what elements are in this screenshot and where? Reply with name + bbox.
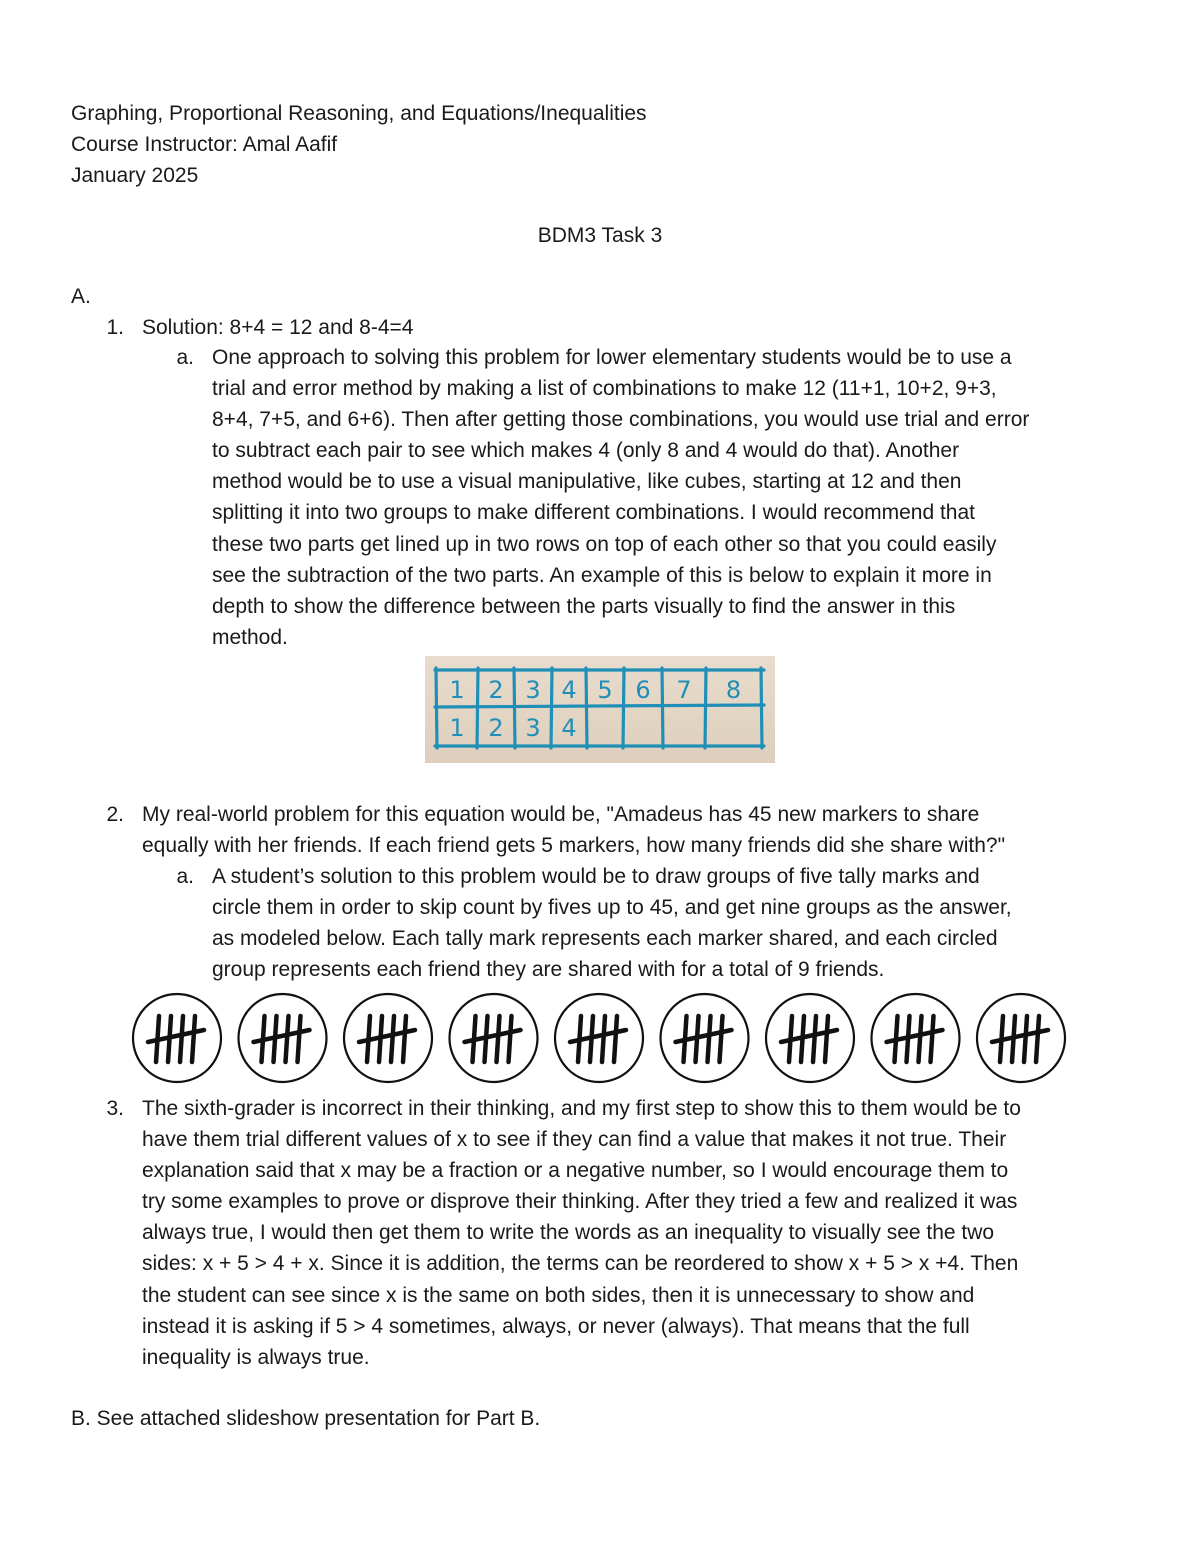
grid-top-cell: 7 [676, 676, 692, 704]
grid-top-cell: 1 [449, 676, 465, 704]
tally-illustration [130, 990, 1072, 1086]
number-grid-photo [425, 656, 775, 763]
tally-mark [720, 1016, 723, 1062]
tally-mark [509, 1016, 512, 1062]
grid-bottom-cell: 2 [488, 714, 504, 742]
tally-mark [391, 1016, 394, 1062]
tally-group [133, 994, 221, 1082]
grid-top-cell: 4 [561, 676, 577, 704]
item-1a-paragraph [212, 342, 1029, 653]
tally-mark [931, 1016, 934, 1062]
paragraph-line: sides: x + 5 > 4 + x. Since it is addition, the terms can be reordered to show x + 5 > x +4. Then [142, 1252, 1019, 1276]
paragraph-line: have them trial different values of x to see if they can find a value that makes it not true. Their [142, 1128, 1007, 1152]
grid-col-line [586, 668, 587, 748]
paragraph-line: see the subtraction of the two parts. An example of this is below to explain it more in [212, 563, 992, 587]
paragraph-line: My real-world problem for this equation would be, "Amadeus has 45 new markers to share [142, 803, 980, 826]
tally-mark [708, 1016, 711, 1062]
tally-mark [298, 1016, 301, 1062]
grid-bottom-cell: 3 [525, 714, 541, 742]
grid-bottom-cell: 4 [561, 714, 577, 742]
tally-group [450, 994, 538, 1082]
tally-group [872, 994, 960, 1082]
item-1-number: 1. [106, 316, 124, 339]
paragraph-line: the student can see since x is the same on both sides, then it is unnecessary to show and [142, 1283, 975, 1307]
tally-mark [813, 1016, 816, 1062]
paragraph-line: inequality is always true. [142, 1345, 370, 1369]
grid-col-line [662, 668, 663, 748]
grid-top-cell: 2 [488, 676, 504, 704]
tally-mark [180, 1016, 183, 1062]
tally-group [239, 994, 327, 1082]
paragraph-line: depth to show the difference between the parts visually to find the answer in this [212, 594, 956, 618]
paragraph-line: method. [212, 625, 288, 649]
item-2a-label: a. [176, 865, 194, 888]
tally-group [766, 994, 854, 1082]
paragraph-line: The sixth-grader is incorrect in their thinking, and my first step to show this to them would be to [142, 1097, 1021, 1120]
item-2-number: 2. [106, 803, 124, 826]
item-2a-paragraph [212, 861, 1012, 985]
section-b-text: B. See attached slideshow presentation for Part B. [71, 1407, 541, 1430]
grid-col-line [514, 668, 515, 748]
paragraph-line: trial and error method by making a list of combinations to make 12 (11+1, 10+2, 9+3, [212, 377, 997, 401]
grid-col-line [477, 668, 478, 748]
tally-mark [1036, 1016, 1039, 1062]
paragraph-line: method would be to use a visual manipulative, like cubes, starting at 12 and then [212, 470, 962, 494]
paragraph-line: explanation said that x may be a fraction or a negative number, so I would encourage them to [142, 1159, 1009, 1183]
tally-mark [602, 1016, 605, 1062]
document-title: BDM3 Task 3 [537, 224, 663, 247]
grid-col-line [761, 668, 762, 748]
item-1a-label: a. [176, 346, 194, 369]
grid-col-line [623, 668, 624, 748]
paragraph-line: splitting it into two groups to make different combinations. I would recommend that [212, 501, 976, 525]
tally-mark [614, 1016, 617, 1062]
grid-col-line [436, 668, 437, 748]
number-grid [425, 656, 775, 763]
document-date: January 2025 [71, 164, 199, 187]
item-2-paragraph [142, 799, 1005, 861]
tally-group [555, 994, 643, 1082]
tally-mark [825, 1016, 828, 1062]
item-1-text: Solution: 8+4 = 12 and 8-4=4 [142, 316, 414, 339]
tally-groups [130, 990, 1072, 1086]
paragraph-line: try some examples to prove or disprove their thinking. After they tried a few and realized it was [142, 1190, 1018, 1214]
item-3-number: 3. [106, 1097, 124, 1120]
paragraph-line: instead it is asking if 5 > 4 sometimes, always, or never (always). That means that the full [142, 1314, 970, 1338]
grid-top-cell: 8 [725, 676, 742, 704]
tally-group [661, 994, 749, 1082]
paragraph-line: always true, I would then get them to write the words as an inequality to visually see the two [142, 1221, 995, 1245]
paragraph-line: equally with her friends. If each friend gets 5 markers, how many friends did she share with?" [142, 834, 1006, 858]
grid-col-line [551, 668, 552, 748]
tally-group [977, 994, 1065, 1082]
paragraph-line: circle them in order to skip count by fives up to 45, and get nine groups as the answer, [212, 896, 1012, 920]
paragraph-line: to subtract each pair to see which makes 4 (only 8 and 4 would do that). Another [212, 439, 960, 463]
paragraph-line: group represents each friend they are shared with for a total of 9 friends. [212, 958, 885, 982]
paragraph-line: as modeled below. Each tally mark represents each marker shared, and each circled [212, 927, 998, 951]
paragraph-line: these two parts get lined up in two rows on top of each other so that you could easily [212, 532, 997, 556]
grid-top-cell: 6 [635, 676, 651, 704]
grid-top-cell: 3 [525, 676, 541, 704]
tally-mark [1024, 1016, 1027, 1062]
paragraph-line: A student’s solution to this problem would be to draw groups of five tally marks and [212, 865, 980, 888]
tally-group [344, 994, 432, 1082]
grid-col-line [705, 668, 706, 748]
grid-bottom-cell: 1 [449, 714, 465, 742]
tally-mark [497, 1016, 500, 1062]
grid-row-line [435, 705, 764, 707]
tally-mark [403, 1016, 406, 1062]
course-title: Graphing, Proportional Reasoning, and Equations/Inequalities [71, 102, 647, 125]
section-a-label: A. [71, 285, 91, 308]
paragraph-line: 8+4, 7+5, and 6+6). Then after getting those combinations, you would use trial and error [212, 408, 1030, 432]
paragraph-line: One approach to solving this problem for lower elementary students would be to use a [212, 346, 1012, 369]
grid-top-cell: 5 [597, 676, 613, 704]
tally-mark [286, 1016, 289, 1062]
item-3-paragraph [142, 1093, 1021, 1373]
tally-mark [192, 1016, 195, 1062]
tally-mark [919, 1016, 922, 1062]
course-instructor: Course Instructor: Amal Aafif [71, 133, 338, 156]
